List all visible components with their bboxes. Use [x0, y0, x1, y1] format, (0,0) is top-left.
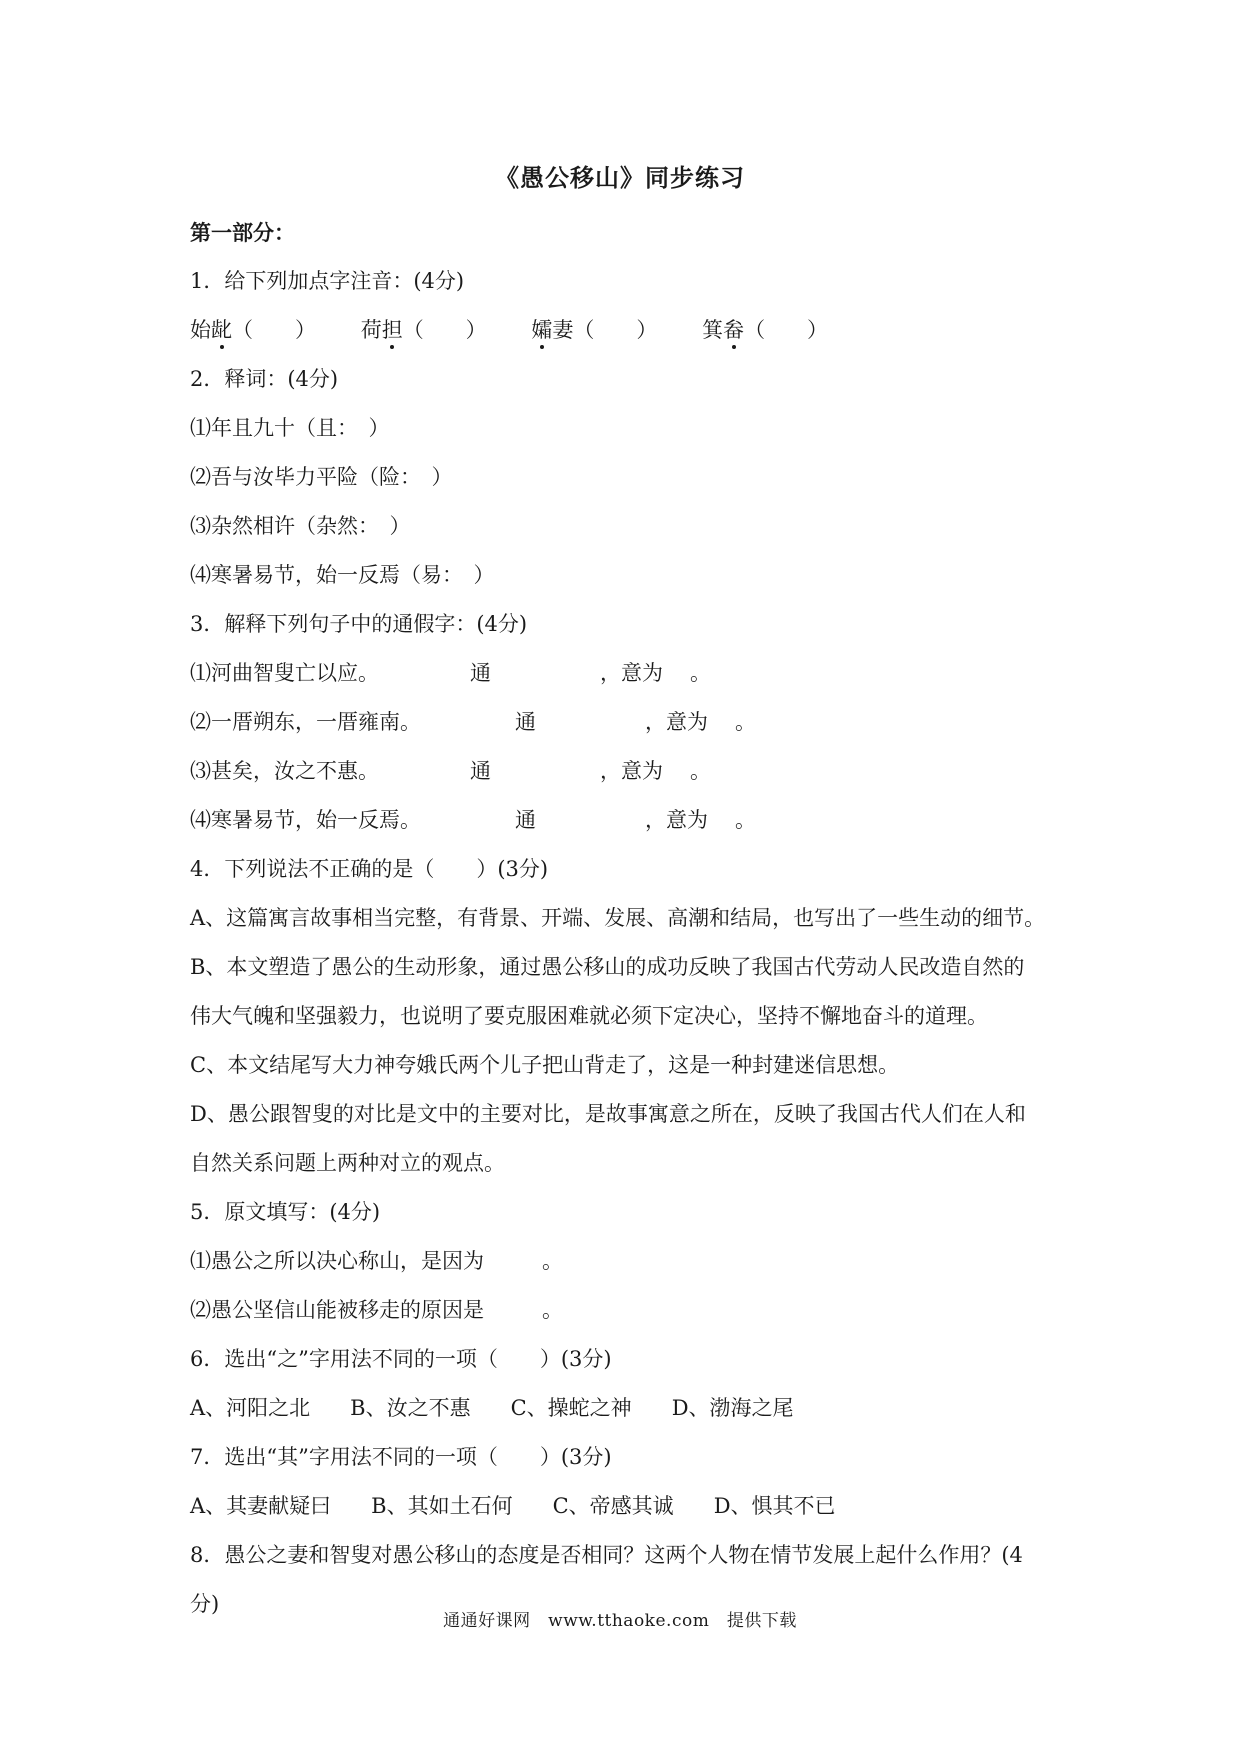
tong-label: 通: [515, 710, 536, 734]
word-prefix: 箕: [702, 318, 724, 342]
question-5-item: [190, 1237, 1070, 1286]
tong-label: 通: [470, 661, 491, 685]
question-4-line: C、本文结尾写大力神夸娥氏两个儿子把山背走了，这是一种封建迷信思想。: [190, 1053, 900, 1077]
question-6-stem: 6．选出“之”字用法不同的一项（ ）(3分): [190, 1347, 612, 1371]
yi-label: ，意为: [600, 661, 663, 685]
document-body: [190, 208, 1070, 1629]
question-4-line: B、本文塑造了愚公的生动形象，通过愚公移山的成功反映了我国古代劳动人民改造自然的: [190, 955, 1025, 979]
page-footer: 通通好课网 www.tthaoke.com 提供下载: [443, 1611, 797, 1631]
question-1-stem: 1．给下列加点字注音：(4分): [190, 269, 465, 293]
sentence: ⑵一厝朔东，一厝雍南。: [190, 710, 421, 734]
pinyin-item: [531, 306, 657, 355]
dotted-char: 担: [382, 306, 403, 355]
row-end: 。: [735, 710, 756, 734]
answer-blank: （ ）: [573, 318, 658, 342]
pinyin-item: [702, 306, 828, 355]
document-title: 《愚公移山》同步练习: [495, 163, 745, 192]
row-end: 。: [690, 759, 711, 783]
tong-label: 通: [470, 759, 491, 783]
fill-text: ⑴愚公之所以决心称山，是因为: [190, 1249, 484, 1273]
question-3-row: [190, 796, 1070, 845]
word-prefix: 始: [190, 318, 211, 342]
question-3-row: [190, 649, 1070, 698]
dotted-char: 畚: [723, 306, 744, 355]
answer-blank: （ ）: [232, 318, 316, 342]
section-heading: 第一部分：: [190, 220, 295, 245]
option-b: B、汝之不惠: [350, 1396, 471, 1420]
option-b: B、其如土石何: [371, 1494, 513, 1518]
fill-text: ⑵愚公坚信山能被移走的原因是: [190, 1298, 484, 1322]
dotted-char: 龀: [211, 306, 232, 355]
question-8-line: 分): [190, 1592, 220, 1616]
question-3-stem: 3．解释下列句子中的通假字：(4分): [190, 612, 528, 636]
answer-blank: （ ）: [402, 318, 487, 342]
option-c: C、帝感其诚: [552, 1494, 674, 1518]
answer-blank: （ ）: [744, 318, 829, 342]
row-end: 。: [690, 661, 711, 685]
option-c: C、操蛇之神: [510, 1396, 632, 1420]
question-4-line: 自然关系问题上两种对立的观点。: [190, 1151, 505, 1175]
tong-label: 通: [515, 808, 536, 832]
fill-end: 。: [542, 1298, 563, 1322]
option-a: A、其妻献疑曰: [190, 1494, 332, 1518]
question-4-line: A、这篇寓言故事相当完整，有背景、开端、发展、高潮和结局，也写出了一些生动的细节。: [190, 906, 1046, 930]
yi-label: ，意为: [600, 759, 663, 783]
question-2-stem: 2．释词：(4分): [190, 367, 339, 391]
row-end: 。: [735, 808, 756, 832]
fill-end: 。: [542, 1249, 563, 1273]
question-7-options: [190, 1482, 1070, 1531]
question-1-items: [190, 306, 1070, 355]
pinyin-item: [361, 306, 487, 355]
question-4-line: 伟大气魄和坚强毅力，也说明了要克服困难就必须下定决心，坚持不懈地奋斗的道理。: [190, 1004, 988, 1028]
question-2-item: ⑷寒暑易节，始一反焉（易： ）: [190, 563, 495, 587]
question-4-line: D、愚公跟智叟的对比是文中的主要对比，是故事寓意之所在，反映了我国古代人们在人和: [190, 1102, 1026, 1126]
question-7-stem: 7．选出“其”字用法不同的一项（ ）(3分): [190, 1445, 612, 1469]
question-3-row: [190, 747, 1070, 796]
dotted-char: 孀: [531, 306, 552, 355]
word-prefix: 荷: [360, 318, 382, 342]
sentence: ⑴河曲智叟亡以应。: [190, 661, 379, 685]
question-3-row: [190, 698, 1070, 747]
question-6-options: [190, 1384, 1070, 1433]
word-suffix: 妻: [552, 318, 574, 342]
sentence: ⑶甚矣，汝之不惠。: [190, 759, 379, 783]
question-2-item: ⑶杂然相许（杂然： ）: [190, 514, 411, 538]
question-4-stem: 4．下列说法不正确的是（ ）(3分): [190, 857, 549, 881]
sentence: ⑷寒暑易节，始一反焉。: [190, 808, 421, 832]
question-2-item: ⑵吾与汝毕力平险（险： ）: [190, 465, 453, 489]
question-5-stem: 5．原文填写：(4分): [190, 1200, 381, 1224]
question-5-item: [190, 1286, 1070, 1335]
option-a: A、河阳之北: [190, 1396, 311, 1420]
option-d: D、惧其不已: [713, 1494, 836, 1518]
pinyin-item: [190, 306, 316, 355]
option-d: D、渤海之尾: [671, 1396, 794, 1420]
yi-label: ，意为: [645, 808, 708, 832]
question-2-item: ⑴年且九十（且： ）: [190, 416, 390, 440]
yi-label: ，意为: [645, 710, 708, 734]
question-8-line: 8．愚公之妻和智叟对愚公移山的态度是否相同？这两个人物在情节发展上起什么作用？(4: [190, 1543, 1023, 1567]
